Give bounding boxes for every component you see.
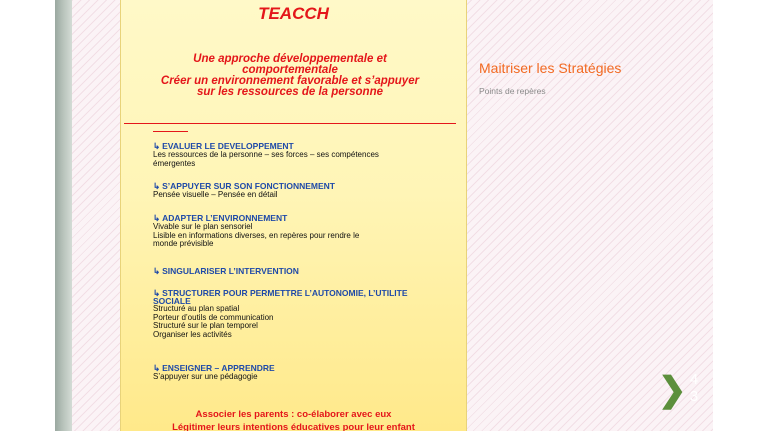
section-heading	[153, 289, 458, 298]
section-line: émergentes	[153, 158, 196, 168]
section-heading-text: S’APPUYER SUR SON FONCTIONNEMENT	[162, 181, 335, 191]
section-heading-text: ENSEIGNER – APPRENDRE	[162, 363, 275, 373]
bullet-arrow-icon: ↳	[153, 181, 161, 191]
section-line: Lisible en informations diverses, en repères pour rendre le	[153, 230, 360, 240]
sidebar-subtitle: Points de repères	[479, 86, 546, 96]
section-line: Organiser les activités	[153, 329, 232, 339]
subtitle-line: comportementale	[242, 64, 338, 76]
short-divider	[153, 131, 188, 132]
section-line: Porteur d’outils de communication	[153, 312, 274, 322]
subtitle-line: sur les ressources de la personne	[196, 86, 383, 98]
section-heading-text: EVALUER LE DEVELOPPEMENT	[162, 141, 294, 151]
section-line: Pensée visuelle – Pensée en détail	[153, 190, 278, 199]
section-line: monde prévisible	[153, 239, 214, 249]
section-adapter	[153, 214, 458, 249]
subtitle-line: Une approche développementale et	[193, 53, 387, 65]
bullet-arrow-icon: ↳	[153, 363, 161, 373]
slide-title: TEACCH	[258, 4, 329, 23]
section-line: Les ressources de la personne – ses forces – ses compétences	[153, 150, 379, 159]
section-line: S’appuyer sur une pédagogie	[153, 372, 258, 381]
footer-line: Associer les parents : co-élaborer avec eux	[195, 409, 392, 420]
subtitle-block	[160, 54, 420, 98]
section-heading-text: STRUCTURER POUR PERMETTRE L’AUTONOMIE, L’UTILITE	[162, 288, 408, 298]
section-singulariser	[153, 267, 458, 276]
section-line: Vivable sur le plan sensoriel	[153, 222, 253, 231]
section-appuyer	[153, 182, 458, 200]
section-heading-cont: SOCIALE	[153, 296, 191, 306]
section-line: Structuré sur le plan temporel	[153, 321, 258, 331]
section-enseigner	[153, 364, 458, 382]
section-heading	[153, 267, 458, 276]
content-panel	[120, 0, 467, 431]
left-decor-bar	[55, 0, 72, 431]
section-heading-text: ADAPTER L’ENVIRONNEMENT	[162, 213, 288, 223]
section-line: Structuré au plan spatial	[153, 304, 240, 313]
page-number-digit: 4	[689, 371, 699, 388]
section-structurer	[153, 289, 458, 339]
page-number-digit: 3	[689, 388, 699, 405]
next-chevron-icon[interactable]: ❯	[658, 371, 687, 409]
subtitle-line: Créer un environnement favorable et s’appuyer	[160, 75, 420, 87]
section-evaluer	[153, 142, 458, 168]
bullet-arrow-icon: ↳	[153, 213, 161, 223]
bullet-arrow-icon: ↳	[153, 288, 161, 298]
bullet-arrow-icon: ↳	[153, 141, 161, 151]
page-number	[686, 371, 702, 405]
footer-line: Légitimer leurs intentions éducatives pour leur enfant	[172, 422, 415, 431]
sidebar-title: Maitriser les Stratégies	[479, 60, 622, 76]
divider-line	[124, 123, 456, 124]
section-heading-text: SINGULARISER L’INTERVENTION	[162, 266, 299, 276]
bullet-arrow-icon: ↳	[153, 266, 161, 276]
